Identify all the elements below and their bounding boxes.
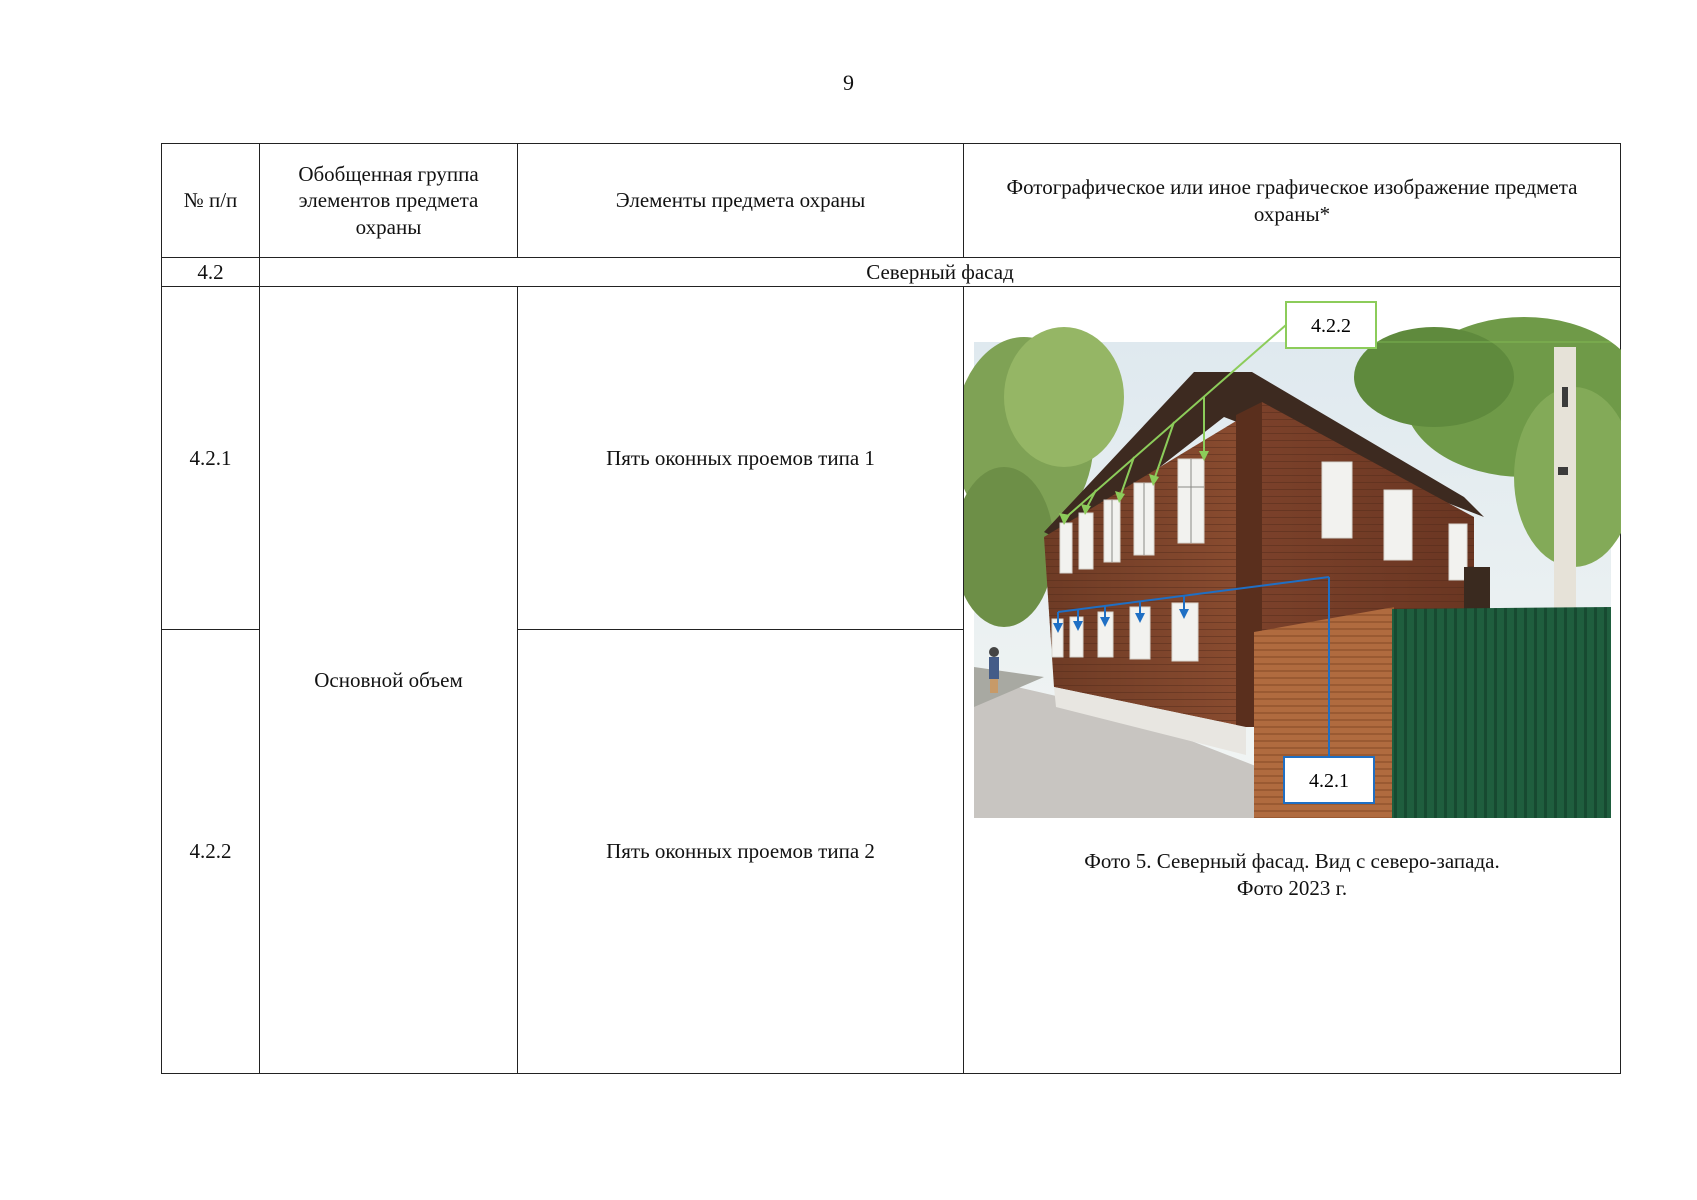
header-num: № п/п	[162, 144, 260, 258]
facade-photo	[964, 287, 1621, 1073]
group-name: Основной объем	[260, 287, 518, 1074]
section-title: Северный фасад	[260, 258, 1621, 287]
row-number: 4.2.1	[162, 287, 260, 630]
callout-upper-label: 4.2.2	[1311, 315, 1351, 337]
section-number: 4.2	[162, 258, 260, 287]
table-row	[162, 287, 1621, 630]
element-description: Пять оконных проемов типа 2	[518, 630, 964, 1074]
photo-image	[964, 317, 1621, 818]
header-image: Фотографическое или иное графическое изображение предмета охраны*	[964, 144, 1621, 258]
header-row	[162, 144, 1621, 258]
section-row	[162, 258, 1621, 287]
header-elements: Элементы предмета охраны	[518, 144, 964, 258]
callout-lower-label: 4.2.1	[1309, 770, 1349, 792]
page-number: 9	[843, 70, 854, 95]
header-group: Обобщенная группа элементов предмета охраны	[260, 144, 518, 258]
photo-cell	[964, 287, 1621, 1074]
photo-caption	[964, 848, 1620, 903]
row-number: 4.2.2	[162, 630, 260, 1074]
protection-table	[161, 143, 1621, 1074]
caption-line-2: Фото 2023 г.	[1236, 876, 1348, 901]
caption-line-1: Фото 5. Северный фасад. Вид с северо-запада.	[1084, 849, 1500, 873]
element-description: Пять оконных проемов типа 1	[518, 287, 964, 630]
